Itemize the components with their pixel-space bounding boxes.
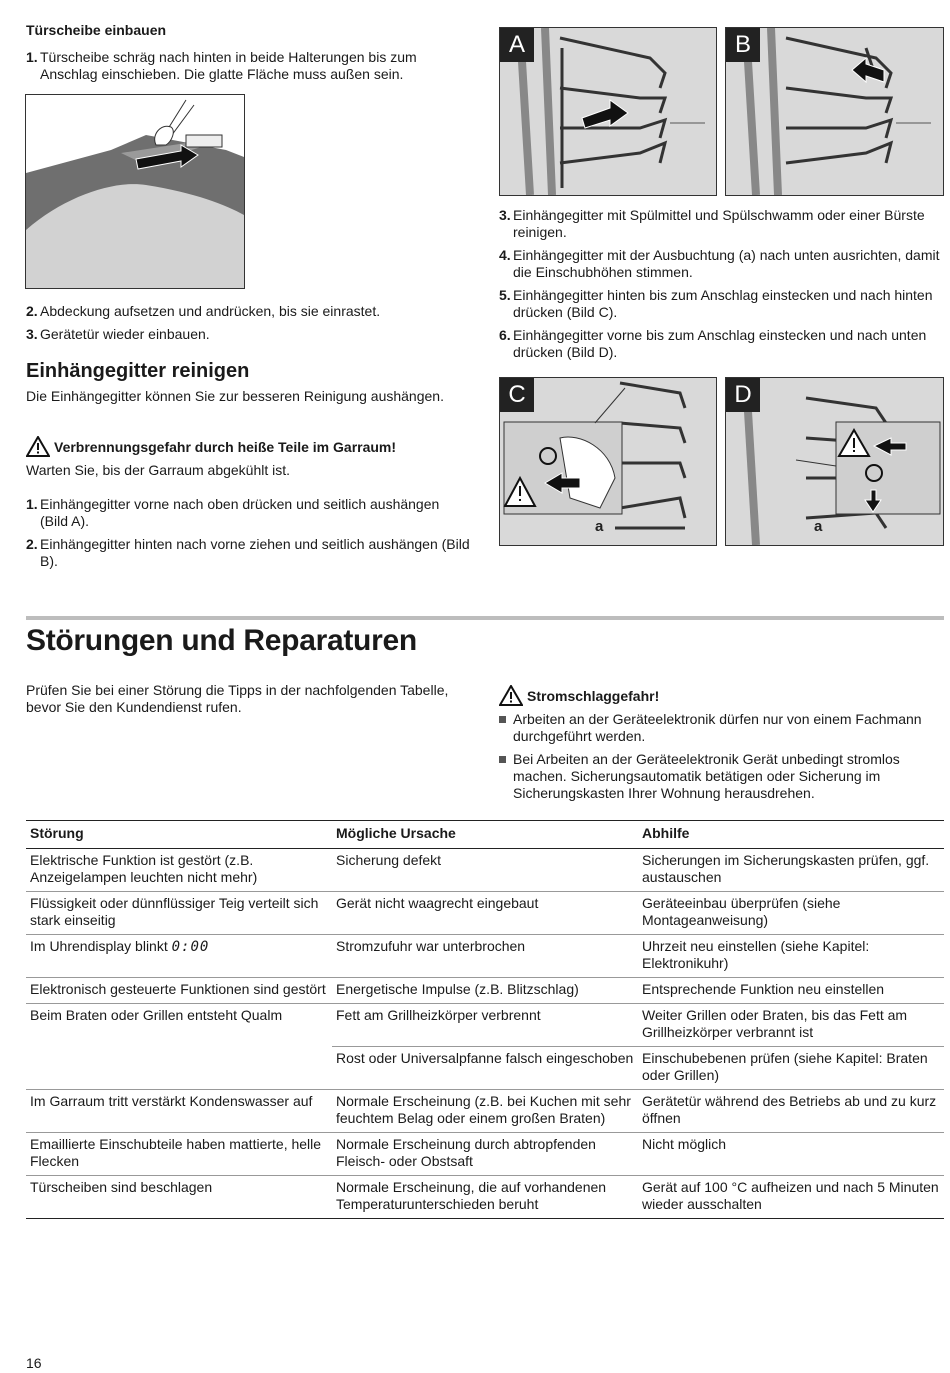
cell-cause: Normale Erscheinung (z.B. bei Kuchen mit sehr feuchtem Belag oder einem großen Braten) [332, 1090, 638, 1133]
column-header-problem: Störung [26, 821, 332, 849]
cell-cause: Gerät nicht waagrecht eingebaut [332, 892, 638, 935]
cell-cause: Normale Erscheinung, die auf vorhandenen Temperaturunterschieden beruht [332, 1176, 638, 1219]
cell-problem [26, 1047, 332, 1090]
steps-door-pane-1 [26, 49, 471, 89]
section-title-racks: Einhängegitter reinigen [26, 360, 250, 382]
cell-remedy: Entsprechende Funktion neu einstellen [638, 978, 944, 1004]
warning-electric: Stromschlaggefahr! [499, 685, 659, 706]
warning-triangle-icon [499, 685, 523, 706]
figure-label-d: D [726, 378, 760, 412]
clock-display-value: 0:00 [171, 939, 210, 955]
cell-cause: Fett am Grillheizkörper verbrennt [332, 1004, 638, 1047]
faults-table [26, 820, 944, 1219]
list-item: 5. Einhängegitter hinten bis zum Anschlag einstecken und nach hinten drücken (Bild C). [499, 287, 933, 320]
cell-remedy: Einschubebenen prüfen (siehe Kapitel: Braten oder Grillen) [638, 1047, 944, 1090]
warning-burn-text: Warten Sie, bis der Garraum abgekühlt ist. [26, 462, 291, 478]
cell-cause: Energetische Impulse (z.B. Blitzschlag) [332, 978, 638, 1004]
list-item: Bei Arbeiten an der Geräteelektronik Gerät unbedingt stromlos machen. Sicherungsautomatik betätigen oder Sicherung im Sicherungskasten Ihrer Wohnung herausdrehen. [499, 751, 941, 802]
column-header-remedy: Abhilfe [638, 821, 944, 849]
figure-label-a: A [500, 28, 534, 62]
door-pane-figure [25, 94, 245, 289]
cell-cause: Sicherung defekt [332, 849, 638, 892]
section-intro-racks: Die Einhängegitter können Sie zur besseren Reinigung aushängen. [26, 388, 444, 404]
cell-problem: Türscheiben sind beschlagen [26, 1176, 332, 1219]
steps-door-pane-2 [26, 303, 471, 349]
table-row [26, 935, 944, 978]
table-row [26, 1004, 944, 1047]
table-header-row [26, 821, 944, 849]
figure-d [725, 377, 944, 546]
callout-a-d: a [814, 518, 823, 535]
table-row [26, 892, 944, 935]
list-item: 1. Einhängegitter vorne nach oben drücken und seitlich aushängen (Bild A). [26, 496, 440, 529]
section-title-faults: Störungen und Reparaturen [26, 624, 417, 657]
subheading-door-pane: Türscheibe einbauen [26, 22, 167, 38]
steps-racks-remove [26, 496, 471, 576]
table-row [26, 978, 944, 1004]
cell-cause: Normale Erscheinung durch abtropfenden Fleisch- oder Obstsaft [332, 1133, 638, 1176]
section-divider [26, 616, 944, 620]
table-row [26, 1133, 944, 1176]
table-row [26, 1176, 944, 1219]
list-item: 1. Türscheibe schräg nach hinten in beide Halterungen bis zum Anschlag einschieben. Die glatte Fläche muss außen sein. [26, 49, 417, 82]
cell-remedy: Gerät auf 100 °C aufheizen und nach 5 Minuten wieder ausschalten [638, 1176, 944, 1219]
warning-electric-list [499, 711, 941, 808]
list-item: 4. Einhängegitter mit der Ausbuchtung (a) nach unten ausrichten, damit die Einschubhöhen stimmen. [499, 247, 940, 280]
warning-triangle-icon [26, 436, 50, 457]
cell-cause: Stromzufuhr war unterbrochen [332, 935, 638, 978]
list-item: 2. Abdeckung aufsetzen und andrücken, bis sie einrastet. [26, 303, 381, 319]
list-item: 3. Gerätetür wieder einbauen. [26, 326, 210, 342]
cell-remedy: Nicht möglich [638, 1133, 944, 1176]
cell-remedy: Uhrzeit neu einstellen (siehe Kapitel: Elektronikuhr) [638, 935, 944, 978]
figure-b [725, 27, 944, 196]
cell-problem: Elektrische Funktion ist gestört (z.B. Anzeigelampen leuchten nicht mehr) [26, 849, 332, 892]
cell-remedy: Sicherungen im Sicherungskasten prüfen, ggf. austauschen [638, 849, 944, 892]
cell-remedy: Gerätetür während des Betriebs ab und zu kurz öffnen [638, 1090, 944, 1133]
faults-table-wrapper [26, 820, 944, 1219]
list-item: 2. Einhängegitter hinten nach vorne ziehen und seitlich aushängen (Bild B). [26, 536, 470, 569]
table-row [26, 1090, 944, 1133]
cell-problem: Flüssigkeit oder dünnflüssiger Teig verteilt sich stark einseitig [26, 892, 332, 935]
cell-cause: Rost oder Universalpfanne falsch eingeschoben [332, 1047, 638, 1090]
page-number: 16 [26, 1355, 42, 1371]
cell-problem: Elektronisch gesteuerte Funktionen sind gestört [26, 978, 332, 1004]
figure-a [499, 27, 717, 196]
cell-problem: Im Garraum tritt verstärkt Kondenswasser auf [26, 1090, 332, 1133]
column-header-cause: Mögliche Ursache [332, 821, 638, 849]
table-row [26, 849, 944, 892]
list-item: 3. Einhängegitter mit Spülmittel und Spülschwamm oder einer Bürste reinigen. [499, 207, 925, 240]
figure-c [499, 377, 717, 546]
cell-problem: Emaillierte Einschubteile haben mattierte, helle Flecken [26, 1133, 332, 1176]
figure-label-b: B [726, 28, 760, 62]
table-row [26, 1047, 944, 1090]
steps-racks-clean [499, 207, 944, 367]
cell-remedy: Weiter Grillen oder Braten, bis das Fett am Grillheizkörper verbrannt ist [638, 1004, 944, 1047]
figure-label-c: C [500, 378, 534, 412]
warning-burn: Verbrennungsgefahr durch heiße Teile im Garraum! [26, 436, 396, 457]
cell-remedy: Geräteeinbau überprüfen (siehe Montageanweisung) [638, 892, 944, 935]
list-item: 6. Einhängegitter vorne bis zum Anschlag einstecken und nach unten drücken (Bild D). [499, 327, 927, 360]
cell-problem: Im Uhrendisplay blinkt 0:00 [26, 935, 332, 978]
faults-intro: Prüfen Sie bei einer Störung die Tipps in der nachfolgenden Tabelle, bevor Sie den Kundendienst rufen. [26, 682, 449, 715]
cell-problem: Beim Braten oder Grillen entsteht Qualm [30, 1007, 283, 1023]
callout-a-c: a [595, 518, 604, 535]
list-item: Arbeiten an der Geräteelektronik dürfen nur von einem Fachmann durchgeführt werden. [499, 711, 941, 745]
